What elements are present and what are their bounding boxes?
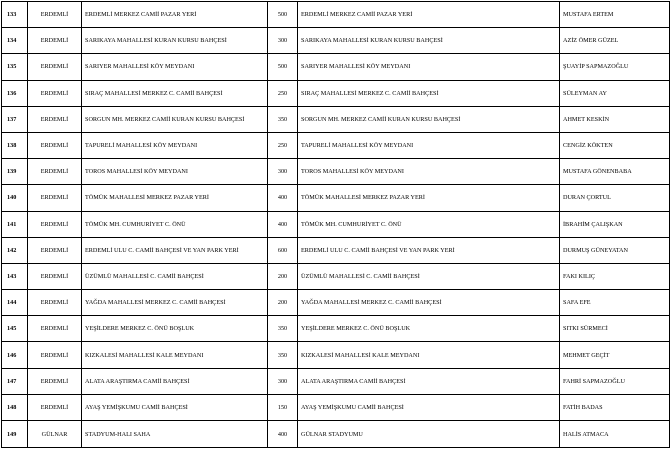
district-cell: ERDEMLİ <box>28 211 82 237</box>
table-row <box>2 342 670 368</box>
capacity-cell: 350 <box>268 106 298 132</box>
table-row <box>2 263 670 289</box>
responsible-person-cell: MUSTAFA GÖNENBABA <box>560 159 670 185</box>
table-row <box>2 28 670 54</box>
responsible-person-cell: SAFA EFE <box>560 290 670 316</box>
responsible-person-cell: DURAN ÇORTUL <box>560 185 670 211</box>
area-name-cell: TÖMÜK MAHALLESİ MERKEZ PAZAR YERİ <box>298 185 560 211</box>
location-cell: TÖMÜK MAHALLESİ MERKEZ PAZAR YERİ <box>82 185 268 211</box>
capacity-cell: 500 <box>268 2 298 28</box>
location-cell: SARIYER MAHALLESİ KÖY MEYDANI <box>82 54 268 80</box>
capacity-cell: 250 <box>268 80 298 106</box>
location-cell: ALATA ARAŞTIRMA CAMİİ BAHÇESİ <box>82 368 268 394</box>
table-row <box>2 132 670 158</box>
row-number-cell: 134 <box>2 28 28 54</box>
capacity-cell: 350 <box>268 316 298 342</box>
area-name-cell: ALATA ARAŞTIRMA CAMİİ BAHÇESİ <box>298 368 560 394</box>
location-cell: SIRAÇ MAHALLESİ MERKEZ C. CAMİİ BAHÇESİ <box>82 80 268 106</box>
area-name-cell: ERDEMLİ ULU C. CAMİİ BAHÇESİ VE YAN PARK YERİ <box>298 237 560 263</box>
capacity-cell: 400 <box>268 421 298 448</box>
capacity-cell: 300 <box>268 368 298 394</box>
table-row <box>2 394 670 420</box>
district-cell: ERDEMLİ <box>28 28 82 54</box>
table-row <box>2 368 670 394</box>
district-cell: ERDEMLİ <box>28 394 82 420</box>
district-cell: GÜLNAR <box>28 421 82 448</box>
location-cell: ERDEMLİ MERKEZ CAMİİ PAZAR YERİ <box>82 2 268 28</box>
row-number-cell: 136 <box>2 80 28 106</box>
responsible-person-cell: AHMET KESKİN <box>560 106 670 132</box>
responsible-person-cell: MEHMET GEÇİT <box>560 342 670 368</box>
location-cell: YEŞİLDERE MERKEZ C. ÖNÜ BOŞLUK <box>82 316 268 342</box>
capacity-cell: 150 <box>268 394 298 420</box>
area-name-cell: SARIYER MAHALLESİ KÖY MEYDANI <box>298 54 560 80</box>
location-cell: ERDEMLİ ULU C. CAMİİ BAHÇESİ VE YAN PARK YERİ <box>82 237 268 263</box>
district-cell: ERDEMLİ <box>28 2 82 28</box>
table-row <box>2 185 670 211</box>
location-cell: AYAŞ YEMİŞKUMU CAMİİ BAHÇESİ <box>82 394 268 420</box>
row-number-cell: 143 <box>2 263 28 289</box>
location-cell: TÖMÜK MH. CUMHURİYET C. ÖNÜ <box>82 211 268 237</box>
capacity-cell: 300 <box>268 159 298 185</box>
responsible-person-cell: FATİH BADAS <box>560 394 670 420</box>
district-cell: ERDEMLİ <box>28 54 82 80</box>
district-cell: ERDEMLİ <box>28 159 82 185</box>
responsible-person-cell: FAKI KILIÇ <box>560 263 670 289</box>
district-cell: ERDEMLİ <box>28 80 82 106</box>
row-number-cell: 135 <box>2 54 28 80</box>
row-number-cell: 145 <box>2 316 28 342</box>
location-cell: SORGUN MH. MERKEZ CAMİİ KURAN KURSU BAHÇESİ <box>82 106 268 132</box>
capacity-cell: 400 <box>268 211 298 237</box>
area-name-cell: TÖMÜK MH. CUMHURİYET C. ÖNÜ <box>298 211 560 237</box>
responsible-person-cell: CENGİZ KÖKTEN <box>560 132 670 158</box>
location-cell: TOROS MAHALLESİ KÖY MEYDANI <box>82 159 268 185</box>
area-name-cell: YAĞDA MAHALLESİ MERKEZ C. CAMİİ BAHÇESİ <box>298 290 560 316</box>
responsible-person-cell: AZİZ ÖMER GÜZEL <box>560 28 670 54</box>
area-name-cell: SARIKAYA MAHALLESİ KURAN KURSU BAHÇESİ <box>298 28 560 54</box>
responsible-person-cell: FAHRİ SAPMAZOĞLU <box>560 368 670 394</box>
row-number-cell: 147 <box>2 368 28 394</box>
table-row <box>2 421 670 448</box>
table-row <box>2 159 670 185</box>
location-cell: YAĞDA MAHALLESİ MERKEZ C. CAMİİ BAHÇESİ <box>82 290 268 316</box>
table-row <box>2 106 670 132</box>
table-row <box>2 237 670 263</box>
row-number-cell: 148 <box>2 394 28 420</box>
table-row <box>2 316 670 342</box>
table-row <box>2 2 670 28</box>
assembly-area-table <box>1 1 670 448</box>
row-number-cell: 149 <box>2 421 28 448</box>
row-number-cell: 137 <box>2 106 28 132</box>
row-number-cell: 138 <box>2 132 28 158</box>
row-number-cell: 146 <box>2 342 28 368</box>
table-row <box>2 54 670 80</box>
district-cell: ERDEMLİ <box>28 290 82 316</box>
district-cell: ERDEMLİ <box>28 132 82 158</box>
area-name-cell: GÜLNAR STADYUMU <box>298 421 560 448</box>
capacity-cell: 600 <box>268 237 298 263</box>
area-name-cell: YEŞİLDERE MERKEZ C. ÖNÜ BOŞLUK <box>298 316 560 342</box>
capacity-cell: 500 <box>268 54 298 80</box>
district-cell: ERDEMLİ <box>28 106 82 132</box>
capacity-cell: 200 <box>268 263 298 289</box>
capacity-cell: 250 <box>268 132 298 158</box>
responsible-person-cell: SITKI SÜRMECİ <box>560 316 670 342</box>
capacity-cell: 350 <box>268 342 298 368</box>
table-body <box>2 2 670 448</box>
area-name-cell: TAPURELİ MAHALLESİ KÖY MEYDANI <box>298 132 560 158</box>
responsible-person-cell: İBRAHİM ÇALIŞKAN <box>560 211 670 237</box>
location-cell: STADYUM-HALI SAHA <box>82 421 268 448</box>
area-name-cell: SIRAÇ MAHALLESİ MERKEZ C. CAMİİ BAHÇESİ <box>298 80 560 106</box>
row-number-cell: 139 <box>2 159 28 185</box>
responsible-person-cell: SÜLEYMAN AY <box>560 80 670 106</box>
capacity-cell: 400 <box>268 185 298 211</box>
responsible-person-cell: MUSTAFA ERTEM <box>560 2 670 28</box>
area-name-cell: TOROS MAHALLESİ KÖY MEYDANI <box>298 159 560 185</box>
capacity-cell: 200 <box>268 290 298 316</box>
area-name-cell: ÜZÜMLÜ MAHALLESİ C. CAMİİ BAHÇESİ <box>298 263 560 289</box>
row-number-cell: 140 <box>2 185 28 211</box>
area-name-cell: SORGUN MH. MERKEZ CAMİİ KURAN KURSU BAHÇESİ <box>298 106 560 132</box>
responsible-person-cell: DURMUŞ GÜNEYATAN <box>560 237 670 263</box>
district-cell: ERDEMLİ <box>28 185 82 211</box>
responsible-person-cell: HALİS ATMACA <box>560 421 670 448</box>
district-cell: ERDEMLİ <box>28 237 82 263</box>
row-number-cell: 133 <box>2 2 28 28</box>
table-row <box>2 211 670 237</box>
location-cell: ÜZÜMLÜ MAHALLESİ C. CAMİİ BAHÇESİ <box>82 263 268 289</box>
district-cell: ERDEMLİ <box>28 263 82 289</box>
row-number-cell: 142 <box>2 237 28 263</box>
location-cell: TAPURELİ MAHALLESİ KÖY MEYDANI <box>82 132 268 158</box>
row-number-cell: 144 <box>2 290 28 316</box>
district-cell: ERDEMLİ <box>28 342 82 368</box>
responsible-person-cell: ŞUAYİP SAPMAZOĞLU <box>560 54 670 80</box>
district-cell: ERDEMLİ <box>28 368 82 394</box>
area-name-cell: AYAŞ YEMİŞKUMU CAMİİ BAHÇESİ <box>298 394 560 420</box>
location-cell: SARIKAYA MAHALLESİ KURAN KURSU BAHÇESİ <box>82 28 268 54</box>
table-row <box>2 290 670 316</box>
area-name-cell: ERDEMLİ MERKEZ CAMİİ PAZAR YERİ <box>298 2 560 28</box>
area-name-cell: KIZKALESİ MAHALLESİ KALE MEYDANI <box>298 342 560 368</box>
row-number-cell: 141 <box>2 211 28 237</box>
district-cell: ERDEMLİ <box>28 316 82 342</box>
location-cell: KIZKALESİ MAHALLESİ KALE MEYDANI <box>82 342 268 368</box>
table-row <box>2 80 670 106</box>
capacity-cell: 300 <box>268 28 298 54</box>
